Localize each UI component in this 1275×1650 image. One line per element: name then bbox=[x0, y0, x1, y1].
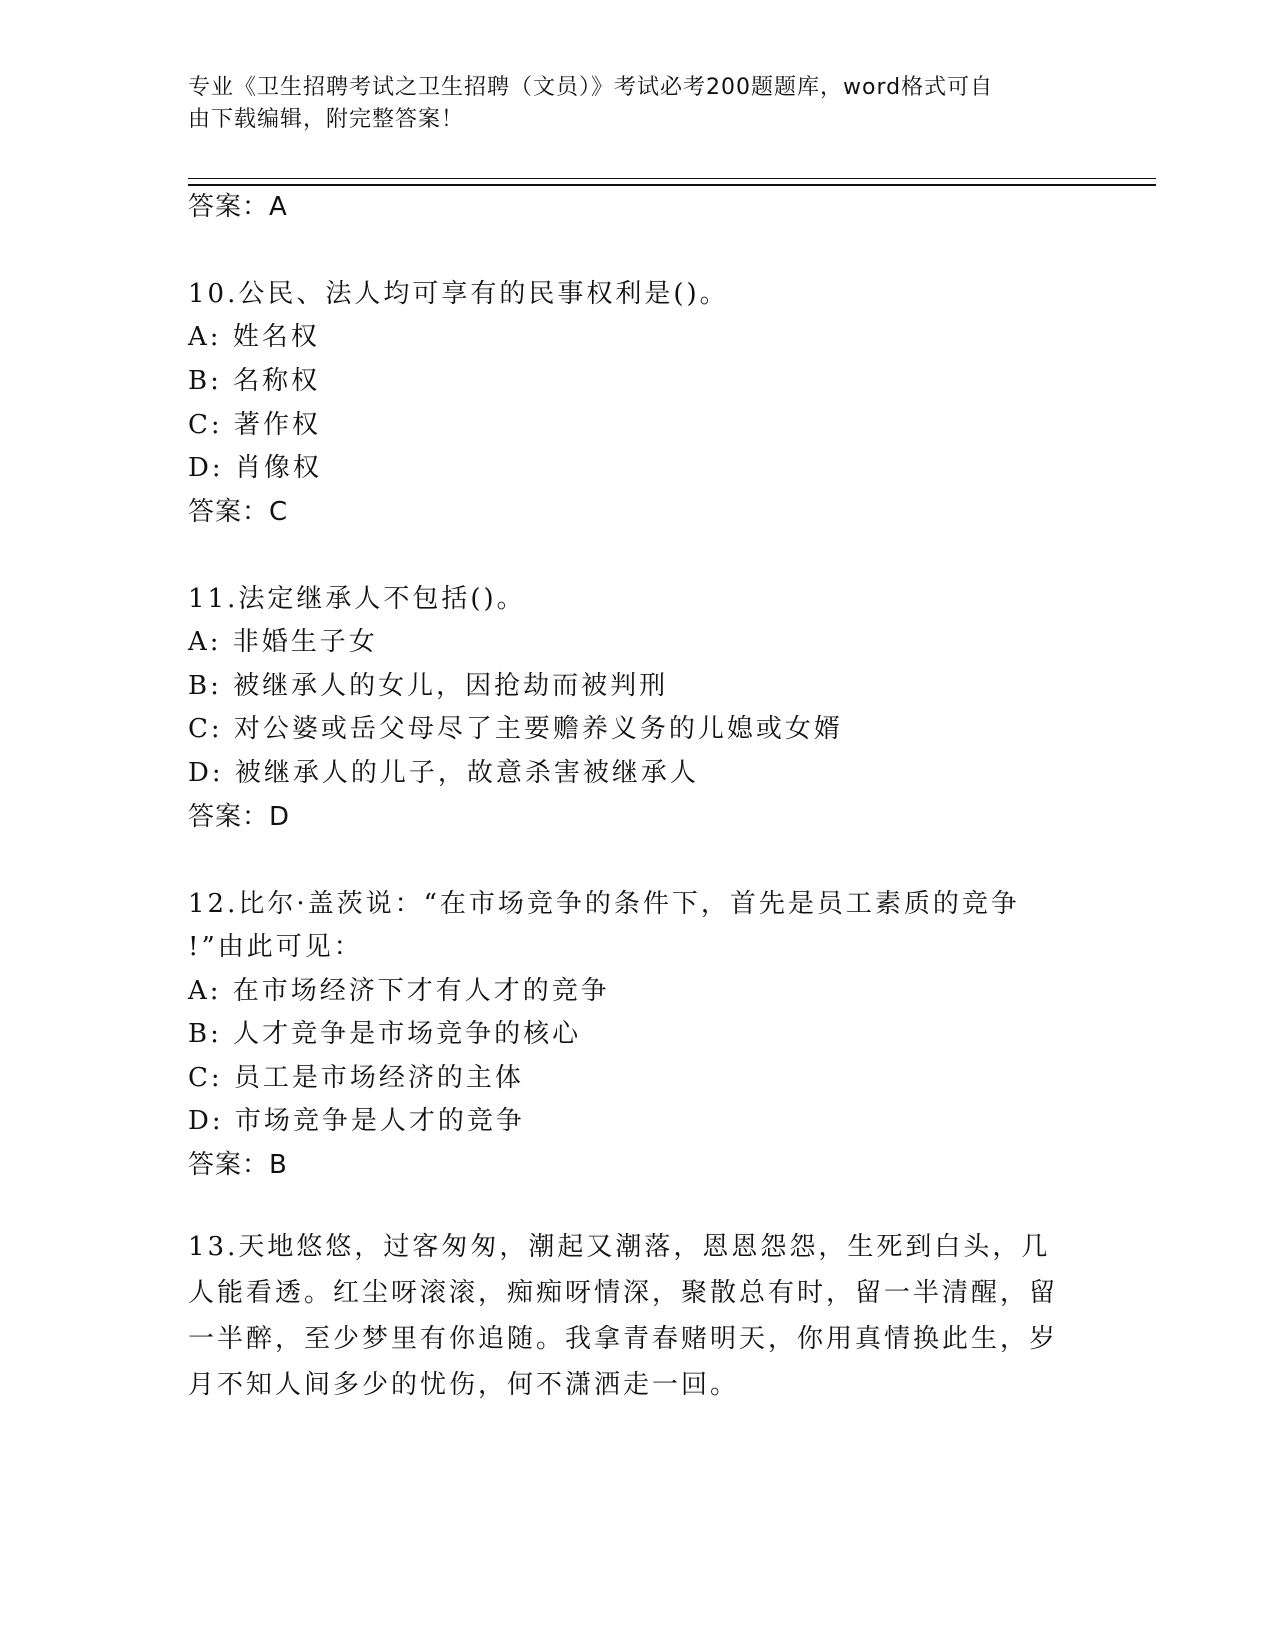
q10-option-a: A: 姓名权 bbox=[188, 322, 320, 352]
q12-option-a: A: 在市场经济下才有人才的竞争 bbox=[188, 976, 610, 1006]
question-12-line-1: 12.比尔·盖茨说：“在市场竞争的条件下，首先是员工素质的竞争 bbox=[188, 889, 1020, 919]
header-title-line-1: 专业《卫生招聘考试之卫生招聘（文员）》考试必考200题题库，word格式可自 bbox=[188, 75, 994, 100]
q11-option-b: B: 被继承人的女儿，因抢劫而被判刑 bbox=[188, 671, 669, 701]
question-12-line-2: !”由此可见： bbox=[188, 932, 363, 962]
question-13-paragraph: 13.天地悠悠，过客匆匆，潮起又潮落，恩恩怨怨，生死到白头，几人能看透。红尘呀滚滚，痴痴呀情深，聚散总有时，留一半清醒，留一半醉，至少梦里有你追随。我拿青春赌明天，你用真情换此生，岁月不知人间多少的忧伤，何不潇洒走一回。 bbox=[188, 1232, 1059, 1400]
q11-option-a: A: 非婚生子女 bbox=[188, 627, 378, 657]
document-header bbox=[188, 72, 1068, 136]
q10-option-c: C: 著作权 bbox=[188, 410, 321, 440]
answer-q9: 答案：A bbox=[188, 192, 288, 222]
question-10: 10.公民、法人均可享有的民事权利是()。 bbox=[188, 279, 729, 309]
q12-option-b: B: 人才竞争是市场竞争的核心 bbox=[188, 1019, 582, 1049]
header-rule-thick bbox=[188, 184, 1156, 186]
q11-option-c: C: 对公婆或岳父母尽了主要赡养义务的儿媳或女婿 bbox=[188, 714, 843, 744]
answer-q12: 答案：B bbox=[188, 1150, 288, 1180]
answer-q11: 答案：D bbox=[188, 802, 291, 832]
q10-option-d: D: 肖像权 bbox=[188, 453, 322, 483]
question-11: 11.法定继承人不包括()。 bbox=[188, 584, 526, 614]
header-title-line-2: 由下载编辑，附完整答案！ bbox=[188, 107, 465, 132]
header-rule-thin bbox=[188, 178, 1156, 179]
q11-option-d: D: 被继承人的儿子，故意杀害被继承人 bbox=[188, 758, 699, 788]
q10-option-b: B: 名称权 bbox=[188, 366, 321, 396]
q12-option-c: C: 员工是市场经济的主体 bbox=[188, 1063, 524, 1093]
q12-option-d: D: 市场竞争是人才的竞争 bbox=[188, 1106, 525, 1136]
answer-q10: 答案：C bbox=[188, 497, 289, 527]
